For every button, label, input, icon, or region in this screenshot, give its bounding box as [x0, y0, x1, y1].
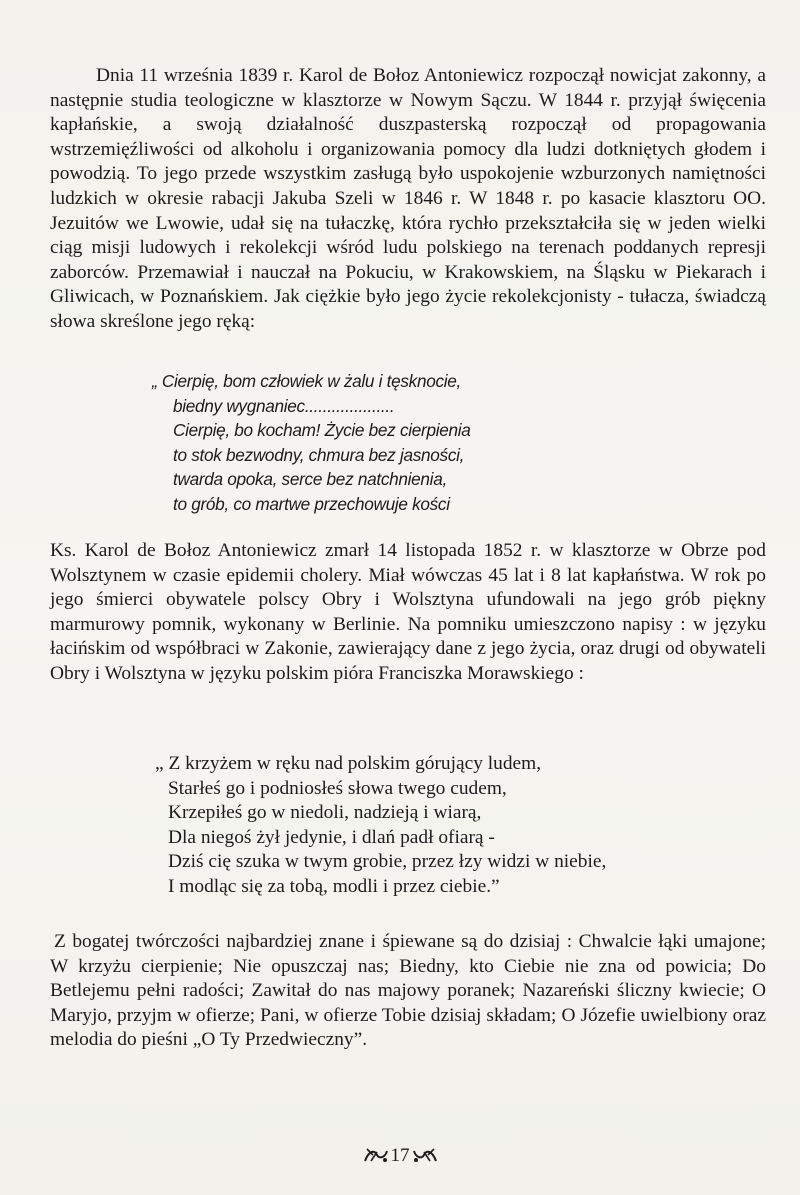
paragraph-biography-text: Dnia 11 września 1839 r. Karol de Bołoz Antoniewicz rozpoczął nowicjat zakonny, a następnie studia teologiczne w klasztorze w Nowym Sączu. W 1844 r. przyjął święcenia kapłańskie, a swoją działalność duszpasterską rozpoczął od propagowania wstrzemięźliwości od alkoholu i organizowania pomocy dla ludzi dotkniętych głodem i powodzią. To jego przede wszystkim zasługą było uspokojenie wzburzonych namiętności ludzkich w okresie rabacji Jakuba Szeli w 1846 r. W 1848 r. po kasacie klasztoru OO. Jezuitów we Lwowie, udał się na tułaczkę, która rychło przekształciła się w jeden wielki ciąg misji ludowych i rekolekcji wśród ludu polskiego na terenach poddanych represji zaborców. Przemawiał i nauczał na Pokuciu, w Krakowskiem, na Śląsku w Piekarach i Gliwicach, w Poznańskiem. Jak ciężkie było jego życie rekolekcjonisty - tułacza, świadczą słowa skreślone jego ręką:: [50, 65, 766, 332]
poem-line: Dziś cię szuka w twym grobie, przez łzy widzi w niebie,: [168, 851, 607, 873]
paragraph-death-text: Ks. Karol de Bołoz Antoniewicz zmarł 14 listopada 1852 r. w klasztorze w Obrze pod Wolsztynem w czasie epidemii cholery. Miał wówczas 45 lat i 8 lat kapłaństwa. W rok po jego śmierci obywatele polscy Obry i Wolsztyna ufundowali na jego grób piękny marmurowy pomnik, wykonany w Berlinie. Na pomniku umieszczono napisy : w języku łacińskim od współbraci w Zakonie, zawierający dane z jego życia, oraz drugi od obywateli Obry i Wolsztyna w języku polskim pióra Franciszka Morawskiego :: [50, 540, 766, 684]
poem-inscription: [155, 752, 715, 900]
page-footer: [0, 1144, 800, 1168]
ornament-right-icon: [410, 1146, 438, 1164]
poem-line: Dla niegoś żył jedynie, i dlań padł ofiarą -: [168, 826, 495, 848]
poem-line: „ Cierpię, bom człowiek w żalu i tęsknocie,: [152, 371, 462, 391]
paragraph-biography: [50, 64, 766, 335]
poem-line: Cierpię, bo kocham! Życie bez cierpienia: [173, 420, 471, 441]
paragraph-death: [50, 539, 766, 687]
page-number: 17: [390, 1145, 410, 1166]
poem-line: to grób, co martwe przechowuje kości: [173, 493, 450, 514]
poem-line: Starłeś go i podniosłeś słowa twego cudem,: [168, 777, 507, 799]
paragraph-works-text: Z bogatej twórczości najbardziej znane i śpiewane są do dzisiaj : Chwalcie łąki umajone; W krzyżu cierpienie; Nie opuszczaj nas; Biedny, kto Ciebie nie zna od powicia; Do Betlejemu pełni radości; Zawitał do nas majowy poranek; Nazareński śliczny kwiecie; O Maryjo, przyjm w ofierze; Pani, w ofierze Tobie dzisiaj składam; O Józefie uwielbiony oraz melodia do pieśni „O Ty Przedwieczny”.: [50, 931, 766, 1051]
ornament-left-icon: [363, 1146, 391, 1164]
poem-line: biedny wygnaniec....................: [173, 395, 395, 416]
poem-line: „ Z krzyżem w ręku nad polskim górujący ludem,: [155, 753, 542, 774]
poem-line: twarda opoka, serce bez natchnienia,: [173, 469, 447, 490]
poem-quote-italic: [152, 369, 612, 517]
poem-line: to stok bezwodny, chmura bez jasności,: [173, 444, 465, 465]
poem-line: Krzepiłeś go w niedoli, nadzieją i wiarą,: [168, 802, 482, 824]
paragraph-works: [50, 930, 766, 1053]
poem-line: I modląc się za tobą, modli i przez ciebie.”: [168, 875, 500, 897]
